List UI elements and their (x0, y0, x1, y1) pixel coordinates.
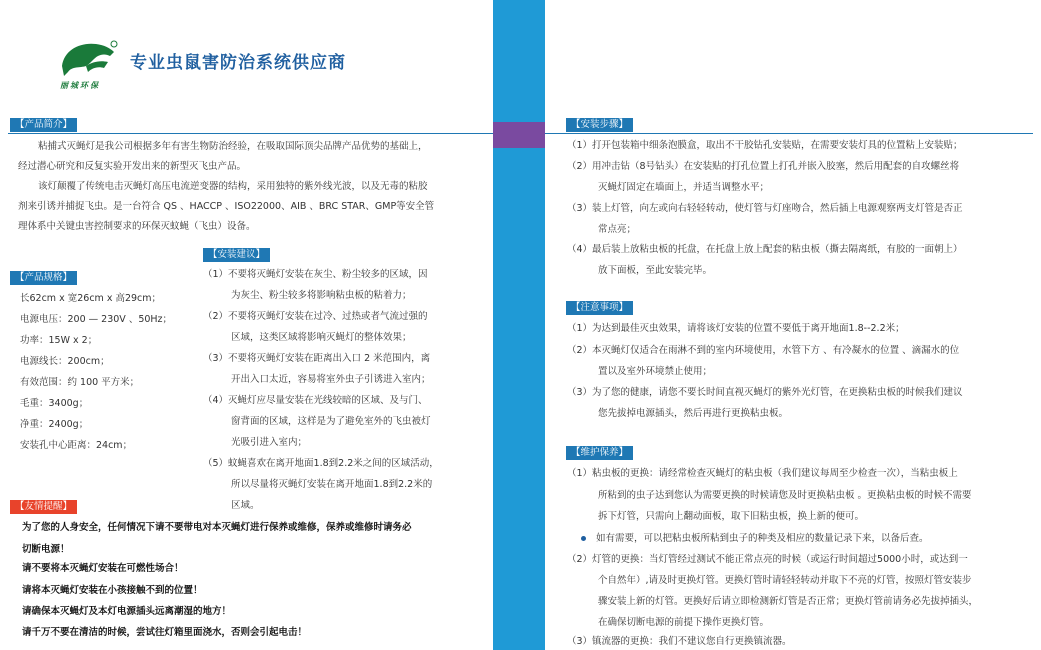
advice-label: 【安装建议】 (203, 248, 270, 262)
panther-logo-icon (58, 36, 120, 86)
maintenance-line: 所粘到的虫子达到您认为需要更换的时候请您及时更换粘虫板 。更换粘虫板的时候不需要 (598, 490, 972, 501)
intro-p1-line2: 经过潜心研究和反复实验开发出来的新型灭飞虫产品。 (18, 161, 247, 172)
advice-line: （2）不要将灭蝇灯安装在过冷、过热或者气流过强的 (203, 311, 428, 322)
spec-item: 长62cm x 宽26cm x 高29cm； (20, 293, 162, 304)
maintenance-line: 拆下灯管，只需向上翻动面板，取下旧粘虫板，换上新的便可。 (598, 511, 865, 522)
install-line: （3）装上灯管，向左或向右轻轻转动，使灯管与灯座吻合，然后插上电源观察两支灯管是否正 (567, 203, 963, 214)
warning-line: 请将本灭蝇灯安装在小孩接触不到的位置！ (22, 585, 203, 596)
warning-label: 【友情提醒】 (10, 500, 77, 514)
install-line: （2）用冲击钻（8号钻头）在安装贴的打孔位置上打孔并嵌入胶塞，然后用配套的自攻螺丝将 (567, 161, 960, 172)
maintenance-line: 如有需要，可以把粘虫板所粘到虫子的种类及相应的数量记录下来，以备后查。 (596, 533, 929, 544)
advice-line: 窗背面的区域，这样是为了避免室外的飞虫被灯 (231, 416, 431, 427)
advice-line: （3）不要将灭蝇灯安装在距离出入口 2 米范围内，离 (203, 353, 431, 364)
maintenance-line: 个自然年）,请及时更换灯管。更换灯管时请轻轻转动并取下不亮的灯管，按照灯管安装步 (598, 575, 972, 586)
maintenance-line: 在确保切断电源的前提下操作更换灯管。 (598, 617, 770, 628)
intro-p2-line2: 剂来引诱并捕捉飞虫。是一台符合 QS 、HACCP 、ISO22000、AIB 、BRC STAR、GMP等安全管 (18, 201, 435, 212)
install-line: （4）最后装上放粘虫板的托盘，在托盘上放上配套的粘虫板（撕去隔离纸，有胶的一面朝上） (567, 244, 963, 255)
install-line: 常点亮； (598, 224, 637, 235)
spec-item: 有效范围：约 100 平方米； (20, 377, 140, 388)
maintenance-line: （2）灯管的更换：当灯管经过测试不能正常点亮的时候（或运行时间超过5000小时，或达到一 (567, 554, 968, 565)
advice-line: 光吸引进入室内； (231, 437, 308, 448)
advice-line: 开出入口太近，容易将室外虫子引诱进入室内； (231, 374, 431, 385)
spec-item: 电源线长：200cm； (20, 356, 110, 367)
maintenance-line: 骤安装上新的灯管。更换好后请立即检测新灯管是否正常；更换灯管前请务必先拔掉插头， (598, 596, 979, 607)
maintenance-bullet-item (581, 529, 929, 549)
warning-line: 为了您的人身安全，任何情况下请不要带电对本灭蝇灯进行保养或维修，保养或维修时请务必 (22, 522, 412, 533)
warning-line: 请不要将本灭蝇灯安装在可燃性场合！ (22, 563, 184, 574)
intro-p2-line3: 理体系中关键虫害控制要求的环保灭蚊蝇（飞虫）设备。 (18, 221, 256, 232)
spec-item: 电源电压：200 — 230V 、50Hz； (20, 314, 173, 325)
maintenance-line: （3）镇流器的更换：我们不建议您自行更换镇流器。 (567, 636, 792, 647)
spec-item: 毛重：3400g； (20, 398, 89, 409)
specs-label: 【产品规格】 (10, 271, 77, 285)
notes-line: 置以及室外环境禁止使用； (598, 366, 713, 377)
spec-item: 安装孔中心距离：24cm； (20, 440, 133, 451)
center-band (493, 0, 545, 650)
logo-subtitle: 丽城环保 (60, 81, 100, 90)
divider-right (545, 133, 1033, 134)
center-band-accent (493, 122, 545, 148)
bullet-dot-icon (581, 536, 586, 541)
install-line: 灭蝇灯固定在墙面上，并适当调整水平； (598, 182, 770, 193)
advice-line: 所以尽量将灭蝇灯安装在离开地面1.8到2.2米的 (231, 479, 433, 490)
install-line: （1）打开包装箱中细条泡膜盒，取出不干胶钻孔安装贴，在需要安装灯具的位置粘上安装贴； (567, 140, 963, 151)
intro-p1-line1: 粘捕式灭蝇灯是我公司根据多年有害生物防治经验，在吸取国际顶尖品牌产品优势的基础上， (38, 141, 428, 152)
intro-label: 【产品简介】 (10, 118, 77, 132)
notes-line: （3）为了您的健康，请您不要长时间直视灭蝇灯的紫外光灯管，在更换粘虫板的时候我们建议 (567, 387, 963, 398)
advice-line: 区域。 (231, 500, 260, 511)
warning-line: 请千万不要在清洁的时候，尝试往灯箱里面浇水，否则会引起电击！ (22, 627, 308, 638)
notes-label: 【注意事项】 (566, 301, 633, 315)
maintenance-line: （1）粘虫板的更换：请经常检查灭蝇灯的粘虫板（我们建议每周至少检查一次），当粘虫板上 (567, 468, 958, 479)
spec-item: 功率：15W x 2； (20, 335, 98, 346)
maintenance-label: 【维护保养】 (566, 446, 633, 460)
warning-line: 请确保本灭蝇灯及本灯电源插头远离潮湿的地方！ (22, 606, 232, 617)
advice-line: （5）蚊蝇喜欢在离开地面1.8到2.2米之间的区域活动， (203, 458, 439, 469)
brand-title: 专业虫鼠害防治系统供应商 (130, 53, 346, 73)
spec-item: 净重：2400g； (20, 419, 89, 430)
notes-line: （2）本灭蝇灯仅适合在雨淋不到的室内环境使用，水管下方 、有冷凝水的位置 、滴漏水的位 (567, 345, 960, 356)
advice-line: 区域，这类区域将影响灭蝇灯的整体效果； (231, 332, 412, 343)
advice-line: （4）灭蝇灯应尽量安装在光线较暗的区域、及与门、 (203, 395, 428, 406)
intro-p2-line1: 该灯颠覆了传统电击灭蝇灯高压电流逆变器的结构，采用独特的紫外线光波，以及无毒的粘胶 (38, 181, 428, 192)
warning-line: 切断电源！ (22, 544, 70, 555)
notes-line: 您先拔掉电源插头，然后再进行更换粘虫板。 (598, 408, 789, 419)
advice-line: 为灰尘、粉尘较多将影响粘虫板的粘着力； (231, 290, 412, 301)
notes-line: （1）为达到最佳灭虫效果，请将该灯安装的位置不要低于离开地面1.8--2.2米； (567, 323, 905, 334)
install-label: 【安装步骤】 (566, 118, 633, 132)
install-line: 放下面板，至此安装完毕。 (598, 265, 713, 276)
advice-line: （1）不要将灭蝇灯安装在灰尘、粉尘较多的区域，因 (203, 269, 428, 280)
divider-left (8, 133, 493, 134)
